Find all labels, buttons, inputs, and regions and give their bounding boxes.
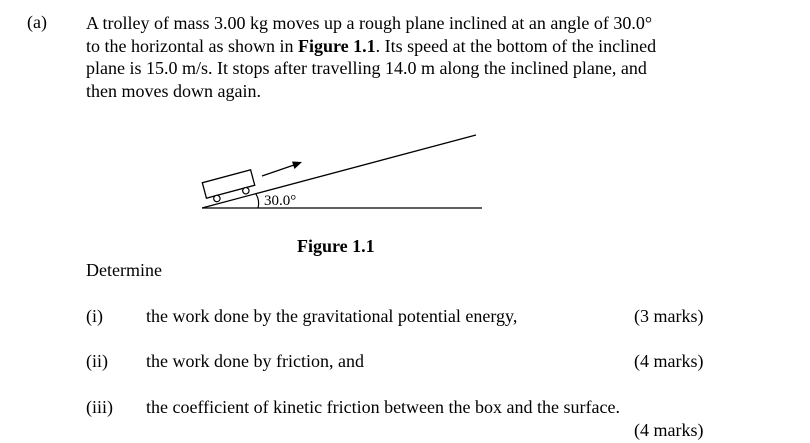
intro-line-2-start: to the horizontal as shown in (86, 35, 298, 56)
angle-arc (256, 194, 259, 208)
subpart-1-text: the work done by the gravitational potential energy, (146, 306, 518, 326)
subpart-2-number: (ii) (86, 351, 108, 371)
intro-line-1: A trolley of mass 3.00 kg moves up a rough plane inclined at an angle of 30.0° (86, 13, 653, 33)
velocity-arrow (262, 162, 302, 177)
subpart-1-marks: (3 marks) (634, 306, 704, 326)
intro-line-2-end: . Its speed at the bottom of the inclined (375, 35, 657, 56)
angle-label: 30.0° (264, 193, 297, 209)
trolley (202, 170, 256, 204)
intro-line-2 (86, 35, 786, 58)
incline-diagram (196, 128, 488, 214)
intro-line-4: then moves down again. (86, 80, 261, 101)
determine-heading: Determine (86, 260, 162, 280)
part-label: (a) (27, 12, 47, 32)
subpart-3-number: (iii) (86, 397, 113, 417)
subpart-2-marks: (4 marks) (634, 351, 704, 371)
subpart-1-number: (i) (86, 306, 103, 326)
intro-line-3: plane is 15.0 m/s. It stops after travelling 14.0 m along the inclined plane, and (86, 58, 647, 78)
subpart-3-text: the coefficient of kinetic friction between the box and the surface. (146, 397, 620, 417)
question-intro (86, 12, 786, 102)
incline-figure (196, 128, 488, 214)
subpart-3-marks: (4 marks) (634, 420, 704, 440)
figure-caption: Figure 1.1 (297, 236, 375, 256)
figure-reference: Figure 1.1 (297, 35, 376, 56)
subpart-2-text: the work done by friction, and (146, 351, 364, 371)
